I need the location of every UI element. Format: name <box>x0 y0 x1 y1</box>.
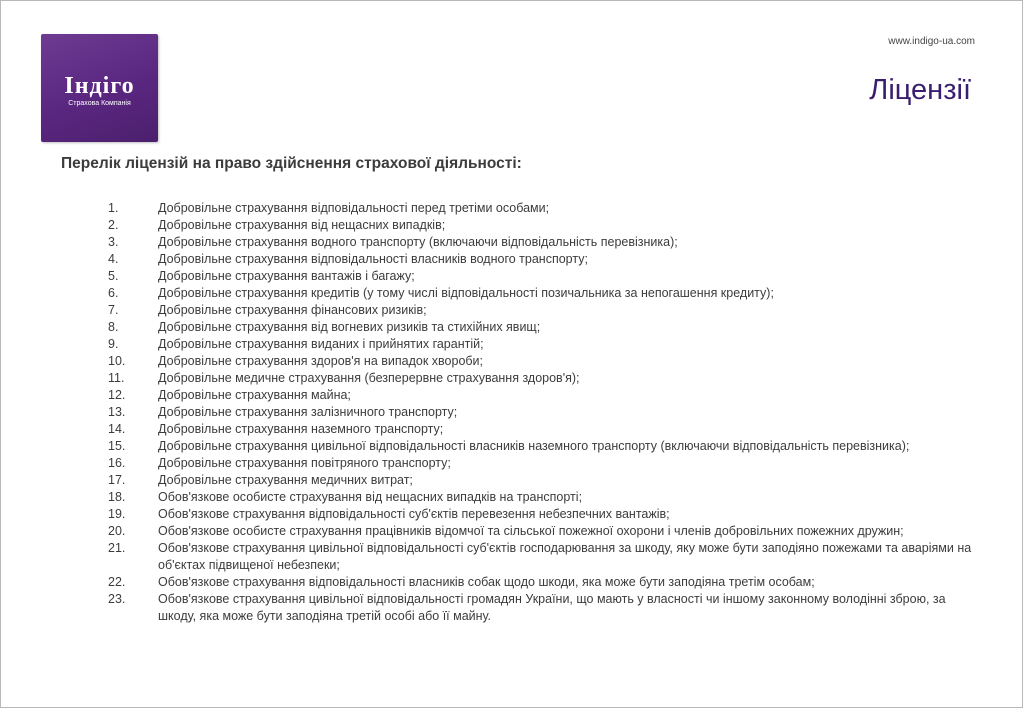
license-number: 3. <box>108 235 119 249</box>
license-text: Добровільне страхування від нещасних випадків; <box>158 218 446 232</box>
license-number: 21. <box>108 541 126 555</box>
license-text: Обов'язкове особисте страхування працівників відомчої та сільської пожежної охорони і членів добровільних пожежних дружин; <box>158 524 904 538</box>
license-text: Добровільне страхування залізничного транспорту; <box>158 405 458 419</box>
license-item <box>108 285 978 302</box>
license-number: 10. <box>108 354 126 368</box>
license-text: Добровільне страхування медичних витрат; <box>158 473 413 487</box>
license-item <box>108 251 978 268</box>
license-item <box>108 506 978 523</box>
license-number: 22. <box>108 575 126 589</box>
license-number: 1. <box>108 201 119 215</box>
license-item <box>108 421 978 438</box>
license-text: Обов'язкове страхування цивільної відповідальності суб'єктів господарювання за шкоду, яку може бути заподіяно пожежами та аваріями на об'єктах підвищеної небезпеки; <box>158 541 972 572</box>
logo-wordmark: Індіго <box>64 73 135 99</box>
license-number: 9. <box>108 337 119 351</box>
license-text: Обов'язкове страхування відповідальності власників собак щодо шкоди, яка може бути заподіяна третім особам; <box>158 575 815 589</box>
license-list <box>108 200 978 625</box>
license-text: Добровільне страхування фінансових ризиків; <box>158 303 427 317</box>
section-heading: Перелік ліцензій на право здійснення страхової діяльності: <box>61 155 522 172</box>
website-url: www.indigo-ua.com <box>888 36 975 47</box>
license-text: Добровільне страхування цивільної відповідальності власників наземного транспорту (включаючи відповідальність перевізника); <box>158 439 910 453</box>
license-text: Добровільне страхування здоров'я на випадок хвороби; <box>158 354 484 368</box>
license-text: Добровільне страхування повітряного транспорту; <box>158 456 451 470</box>
license-number: 16. <box>108 456 126 470</box>
license-item <box>108 370 978 387</box>
license-number: 14. <box>108 422 126 436</box>
license-item <box>108 540 978 574</box>
license-item <box>108 217 978 234</box>
license-number: 13. <box>108 405 126 419</box>
license-item <box>108 336 978 353</box>
license-number: 8. <box>108 320 119 334</box>
license-text: Добровільне страхування відповідальності перед третіми особами; <box>158 201 550 215</box>
license-number: 17. <box>108 473 126 487</box>
license-text: Добровільне страхування водного транспорту (включаючи відповідальність перевізника); <box>158 235 678 249</box>
license-number: 5. <box>108 269 119 283</box>
license-text: Обов'язкове особисте страхування від нещасних випадків на транспорті; <box>158 490 583 504</box>
license-number: 18. <box>108 490 126 504</box>
license-text: Добровільне страхування вантажів і багажу; <box>158 269 415 283</box>
license-text: Обов'язкове страхування відповідальності суб'єктів перевезення небезпечних вантажів; <box>158 507 670 521</box>
license-text: Добровільне страхування виданих і прийнятих гарантій; <box>158 337 484 351</box>
license-text: Добровільне страхування відповідальності власників водного транспорту; <box>158 252 588 266</box>
license-item <box>108 387 978 404</box>
license-number: 20. <box>108 524 126 538</box>
license-number: 12. <box>108 388 126 402</box>
license-item <box>108 591 978 625</box>
logo-subtitle: Страхова Компанія <box>68 100 131 107</box>
license-number: 19. <box>108 507 126 521</box>
license-number: 23. <box>108 592 126 606</box>
company-logo <box>41 34 158 142</box>
license-item <box>108 353 978 370</box>
license-item <box>108 268 978 285</box>
license-item <box>108 489 978 506</box>
license-number: 4. <box>108 252 119 266</box>
license-item <box>108 523 978 540</box>
license-item <box>108 200 978 217</box>
license-item <box>108 234 978 251</box>
license-text: Добровільне страхування наземного транспорту; <box>158 422 444 436</box>
license-text: Добровільне страхування від вогневих ризиків та стихійних явищ; <box>158 320 541 334</box>
license-number: 6. <box>108 286 119 300</box>
license-item <box>108 404 978 421</box>
license-item <box>108 319 978 336</box>
license-number: 7. <box>108 303 119 317</box>
license-item <box>108 472 978 489</box>
license-item <box>108 455 978 472</box>
license-text: Добровільне страхування кредитів (у тому числі відповідальності позичальника за непогашення кредиту); <box>158 286 774 300</box>
license-item <box>108 574 978 591</box>
license-number: 15. <box>108 439 126 453</box>
page-title: Ліцензії <box>869 74 971 106</box>
license-text: Добровільне медичне страхування (безперервне страхування здоров'я); <box>158 371 580 385</box>
license-item <box>108 438 978 455</box>
license-number: 2. <box>108 218 119 232</box>
license-text: Добровільне страхування майна; <box>158 388 351 402</box>
license-item <box>108 302 978 319</box>
license-text: Обов'язкове страхування цивільної відповідальності громадян України, що мають у власності чи іншому законному володінні зброю, за шкоду, яка може бути заподіяна третій особі або її майну. <box>158 592 946 623</box>
license-number: 11. <box>108 371 125 385</box>
